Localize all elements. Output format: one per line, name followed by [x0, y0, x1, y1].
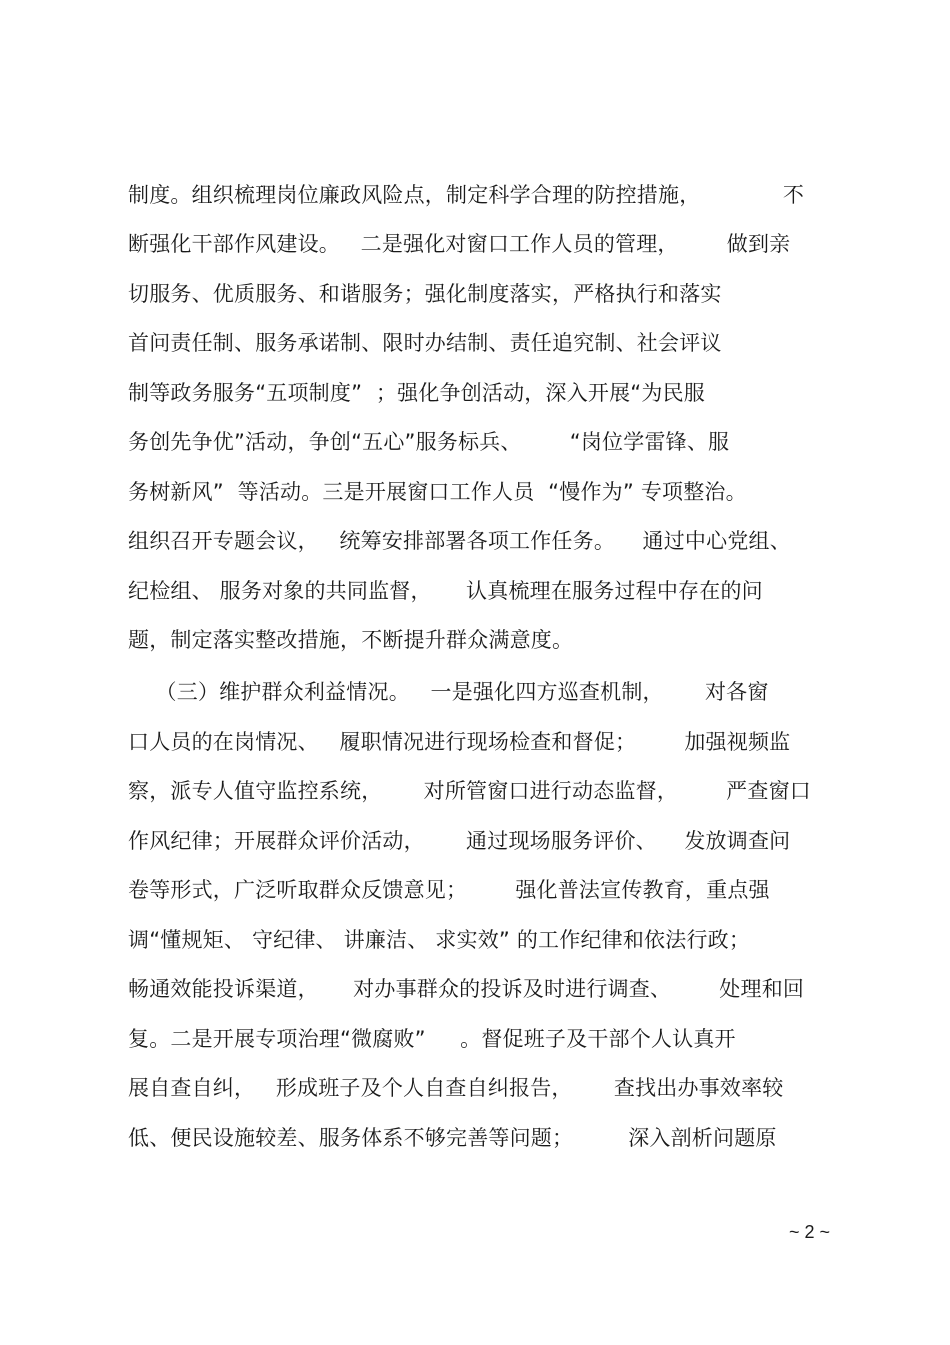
body-text-line: 切服务、优质服务、和谐服务；强化制度落实，严格执行和落实	[128, 282, 722, 306]
body-text-line: 畅通效能投诉渠道， 对办事群众的投诉及时进行调查、 处理和回	[128, 977, 805, 1001]
body-text-line: 低、便民设施较差、服务体系不够完善等问题； 深入剖析问题原	[128, 1126, 777, 1150]
body-text-line: 务创先争优”活动，争创“五心”服务标兵、 “岗位学雷锋、服	[128, 430, 730, 454]
body-text-line: 首问责任制、服务承诺制、限时办结制、责任追究制、社会评议	[128, 331, 722, 355]
body-text-line: 务树新风” 等活动。三是开展窗口工作人员 “慢作为” 专项整治。	[128, 480, 747, 504]
body-text-line: 制度。组织梳理岗位廉政风险点，制定科学合理的防控措施， 不	[128, 183, 805, 207]
body-text-line: 作风纪律；开展群众评价活动， 通过现场服务评价、 发放调查问	[128, 829, 791, 853]
body-text-line: 调“懂规矩、 守纪律、 讲廉洁、 求实效” 的工作纪律和依法行政；	[128, 928, 751, 952]
body-text-line: 卷等形式，广泛听取群众反馈意见； 强化普法宣传教育，重点强	[128, 878, 770, 902]
body-text-line: 察，派专人值守监控系统， 对所管窗口进行动态监督， 严查窗口	[128, 779, 811, 803]
body-text-line: 口人员的在岗情况、 履职情况进行现场检查和督促； 加强视频监	[128, 730, 791, 754]
body-text-line: 复。二是开展专项治理“微腐败” 。督促班子及干部个人认真开	[128, 1027, 736, 1051]
section-heading-line: （三）维护群众利益情况。 一是强化四方巡查机制， 对各窗	[128, 680, 769, 704]
body-text-line: 制等政务服务“五项制度” ；强化争创活动，深入开展“为民服	[128, 381, 705, 405]
body-text-line: 题，制定落实整改措施，不断提升群众满意度。	[128, 628, 574, 652]
body-text-line: 断强化干部作风建设。 二是强化对窗口工作人员的管理， 做到亲	[128, 232, 791, 256]
body-text-line: 纪检组、 服务对象的共同监督， 认真梳理在服务过程中存在的问	[128, 579, 763, 603]
body-text-line: 组织召开专题会议， 统筹安排部署各项工作任务。 通过中心党组、	[128, 529, 791, 553]
page-number: ~ 2 ~	[788, 1222, 830, 1242]
body-text-line: 展自查自纠， 形成班子及个人自查自纠报告， 查找出办事效率较	[128, 1076, 784, 1100]
